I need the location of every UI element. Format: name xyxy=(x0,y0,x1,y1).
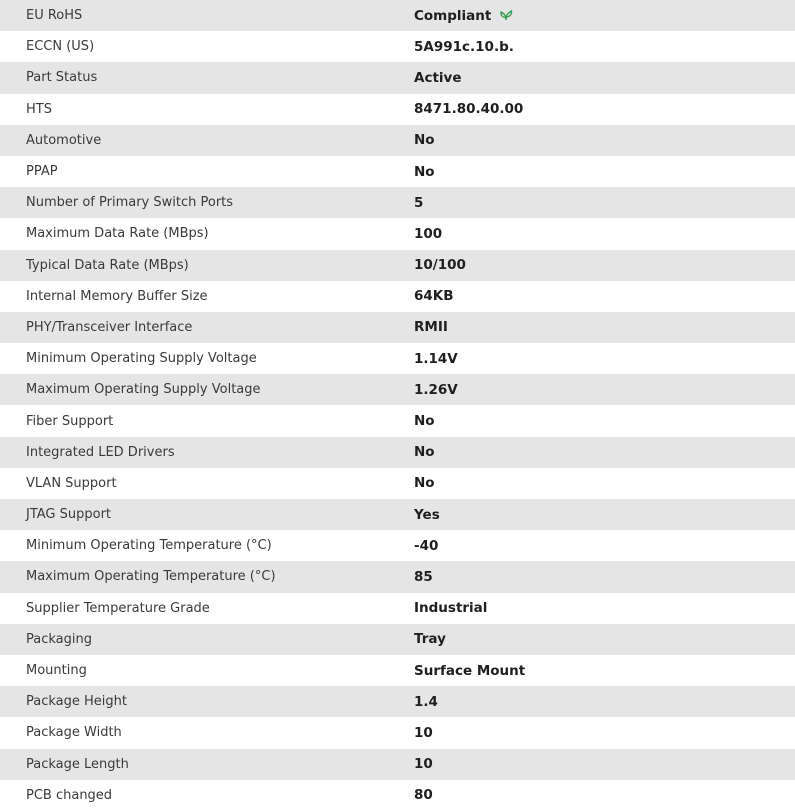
spec-value: Tray xyxy=(414,631,446,648)
spec-label: Minimum Operating Temperature (°C) xyxy=(26,538,272,554)
spec-row-typ-data-rate xyxy=(0,250,795,281)
spec-label: Internal Memory Buffer Size xyxy=(26,288,208,304)
spec-row-max-temp xyxy=(0,561,795,592)
spec-label: JTAG Support xyxy=(26,507,112,523)
spec-row-led-drivers xyxy=(0,437,795,468)
spec-value: 8471.80.40.00 xyxy=(414,101,524,118)
spec-value xyxy=(414,0,795,31)
spec-label: ECCN (US) xyxy=(26,39,95,55)
spec-value: RMII xyxy=(414,319,448,336)
spec-value: Active xyxy=(414,69,462,86)
spec-value: No xyxy=(414,163,435,180)
spec-row-eu-rohs xyxy=(0,0,795,31)
spec-value: 1.14V xyxy=(414,350,458,367)
leaf-icon xyxy=(499,9,513,21)
spec-value: 85 xyxy=(414,568,433,585)
spec-value: 5A991c.10.b. xyxy=(414,38,514,55)
spec-label: Maximum Operating Supply Voltage xyxy=(26,382,261,398)
spec-row-min-supply-voltage xyxy=(0,343,795,374)
spec-row-package-height xyxy=(0,686,795,717)
spec-label: Minimum Operating Supply Voltage xyxy=(26,351,257,367)
spec-label: Package Height xyxy=(26,694,127,710)
spec-value: Surface Mount xyxy=(414,662,526,679)
spec-row-phy-interface xyxy=(0,312,795,343)
spec-value: No xyxy=(414,444,435,461)
spec-value: -40 xyxy=(414,537,439,554)
spec-row-max-supply-voltage xyxy=(0,374,795,405)
spec-row-eccn xyxy=(0,31,795,62)
spec-label: Package Width xyxy=(26,725,122,741)
spec-value: No xyxy=(414,475,435,492)
spec-value: No xyxy=(414,413,435,430)
spec-label: Maximum Operating Temperature (°C) xyxy=(26,569,276,585)
spec-value: 10 xyxy=(414,724,433,741)
spec-label: PPAP xyxy=(26,164,58,180)
spec-value-text: Compliant xyxy=(414,7,492,24)
spec-row-vlan-support xyxy=(0,468,795,499)
spec-row-part-status xyxy=(0,62,795,93)
spec-value: 1.4 xyxy=(414,693,438,710)
spec-row-min-temp xyxy=(0,530,795,561)
spec-row-fiber-support xyxy=(0,405,795,436)
spec-row-mounting xyxy=(0,655,795,686)
spec-row-max-data-rate xyxy=(0,218,795,249)
spec-label: HTS xyxy=(26,101,52,117)
spec-label: Maximum Data Rate (MBps) xyxy=(26,226,209,242)
spec-value: 80 xyxy=(414,787,433,804)
spec-label: Typical Data Rate (MBps) xyxy=(26,257,189,273)
spec-value: 5 xyxy=(414,194,424,211)
spec-row-memory-buffer xyxy=(0,281,795,312)
spec-value: 64KB xyxy=(414,288,454,305)
spec-row-temp-grade xyxy=(0,593,795,624)
spec-label: Fiber Support xyxy=(26,413,114,429)
spec-row-ppap xyxy=(0,156,795,187)
spec-label: Integrated LED Drivers xyxy=(26,444,175,460)
spec-label: Supplier Temperature Grade xyxy=(26,600,210,616)
spec-label: Part Status xyxy=(26,70,98,86)
spec-value: 10/100 xyxy=(414,257,466,274)
spec-value: Industrial xyxy=(414,600,488,617)
spec-label: Packaging xyxy=(26,631,92,647)
spec-label: Number of Primary Switch Ports xyxy=(26,195,234,211)
spec-value: No xyxy=(414,132,435,149)
spec-value: 100 xyxy=(414,225,443,242)
spec-label: PHY/Transceiver Interface xyxy=(26,319,193,335)
spec-label: PCB changed xyxy=(26,787,113,803)
spec-row-automotive xyxy=(0,125,795,156)
spec-row-packaging xyxy=(0,624,795,655)
spec-row-hts xyxy=(0,94,795,125)
spec-value: 1.26V xyxy=(414,381,458,398)
spec-row-package-width xyxy=(0,717,795,748)
spec-label: Automotive xyxy=(26,132,102,148)
spec-row-package-length xyxy=(0,749,795,780)
spec-label: Mounting xyxy=(26,663,87,679)
spec-label: EU RoHS xyxy=(26,8,83,24)
spec-label: VLAN Support xyxy=(26,475,117,491)
spec-row-jtag-support xyxy=(0,499,795,530)
spec-label: Package Length xyxy=(26,756,129,772)
spec-value: Yes xyxy=(414,506,440,523)
spec-value: 10 xyxy=(414,756,433,773)
spec-row-pcb-changed xyxy=(0,780,795,811)
spec-row-switch-ports xyxy=(0,187,795,218)
